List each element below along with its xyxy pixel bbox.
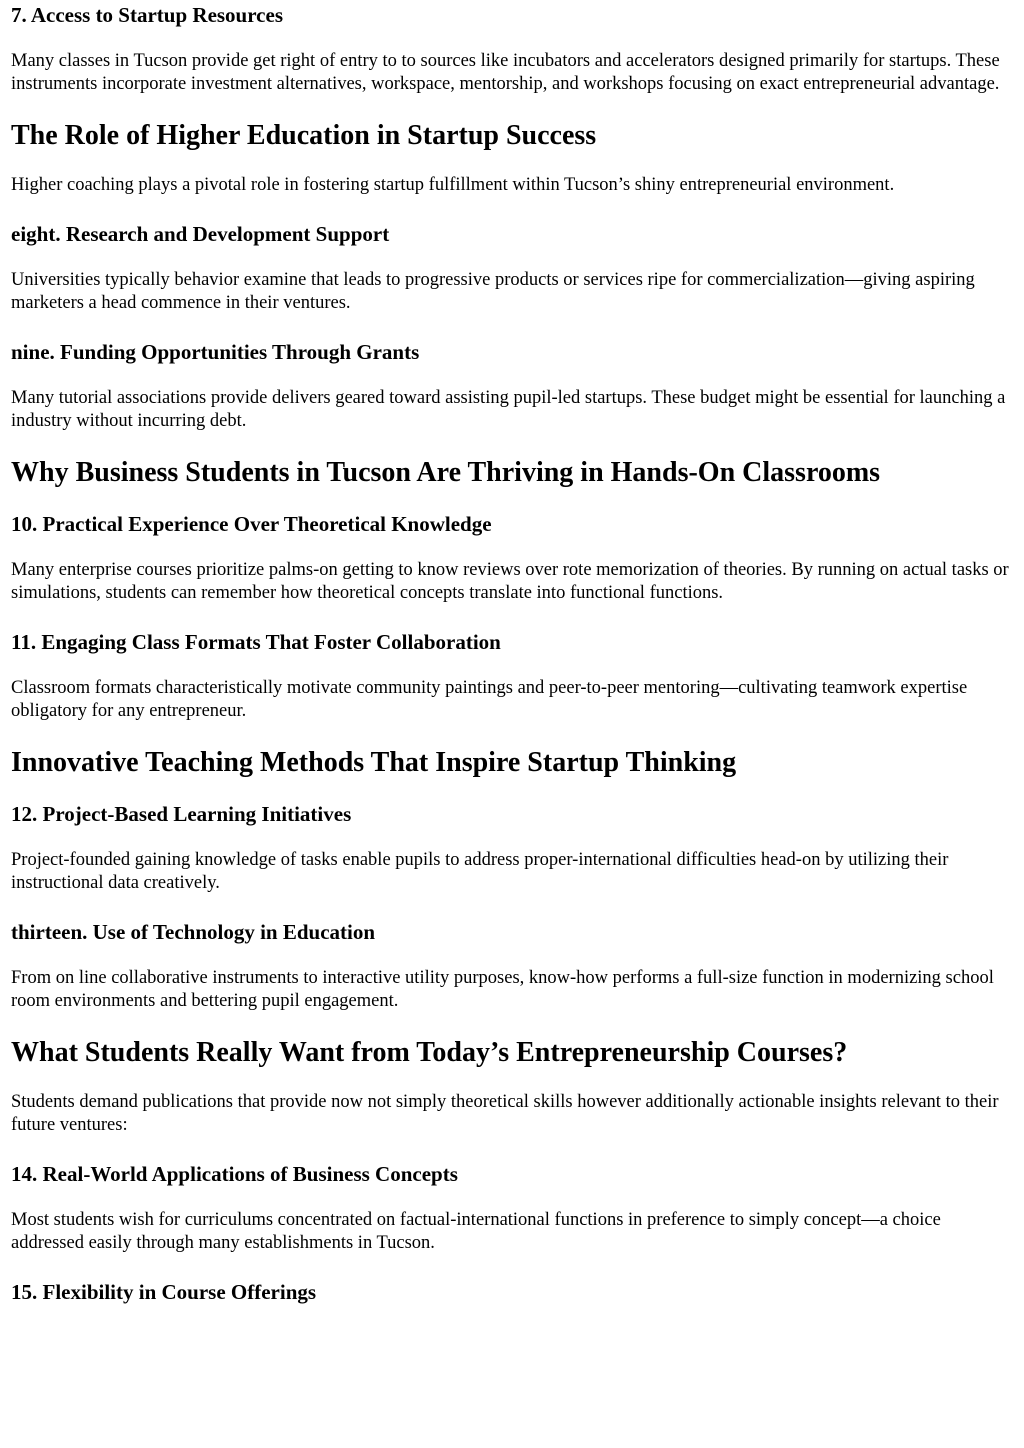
section-heading-engaging-class-formats: 11. Engaging Class Formats That Foster Collaboration: [11, 630, 501, 654]
section-heading-funding-opportunities: nine. Funding Opportunities Through Grants: [11, 340, 420, 364]
paragraph-project-based-learning: Project-founded gaining knowledge of tasks enable pupils to address proper-international difficulties head-on by utilizing their instructional data creatively.: [11, 850, 949, 893]
heading-innovative-teaching-methods: Innovative Teaching Methods That Inspire Startup Thinking: [11, 747, 737, 778]
paragraph-research-and-development: Universities typically behavior examine that leads to progressive products or services ripe for commercialization—giving aspiring marketers a head commence in their ventures.: [11, 270, 975, 313]
article-body: [0, 2, 1024, 1305]
section-heading-project-based-learning: 12. Project-Based Learning Initiatives: [11, 802, 352, 826]
paragraph-real-world-applications: Most students wish for curriculums concentrated on factual-international functions in preference to simply concept—a choice addressed easily through many establishments in Tucson.: [11, 1210, 941, 1253]
section-heading-access-to-startup-resources: 7. Access to Startup Resources: [11, 3, 283, 27]
section-heading-flexibility-in-course-offerings: 15. Flexibility in Course Offerings: [11, 1280, 317, 1304]
paragraph-funding-opportunities: Many tutorial associations provide delivers geared toward assisting pupil-led startups. These budget might be essential for launching a industry without incurring debt.: [11, 388, 1006, 431]
heading-what-students-want: What Students Really Want from Today’s Entrepreneurship Courses?: [11, 1037, 848, 1068]
section-heading-use-of-technology: thirteen. Use of Technology in Education: [11, 920, 376, 944]
paragraph-use-of-technology: From on line collaborative instruments to interactive utility purposes, know-how performs a full-size function in modernizing school room environments and bettering pupil engagement.: [11, 968, 994, 1011]
paragraph-access-to-startup-resources: Many classes in Tucson provide get right of entry to to sources like incubators and accelerators designed primarily for startups. These instruments incorporate investment alternatives, workspace, mentorship, and workshops focusing on exact entrepreneurial advantage.: [11, 51, 1000, 94]
section-heading-research-and-development: eight. Research and Development Support: [11, 222, 390, 246]
section-heading-practical-experience: 10. Practical Experience Over Theoretical Knowledge: [11, 512, 492, 536]
paragraph-what-students-want: Students demand publications that provide now not simply theoretical skills however additionally actionable insights relevant to their future ventures:: [11, 1092, 999, 1135]
heading-role-of-higher-education: The Role of Higher Education in Startup Success: [11, 120, 597, 151]
section-heading-real-world-applications: 14. Real-World Applications of Business Concepts: [11, 1162, 458, 1186]
paragraph-practical-experience: Many enterprise courses prioritize palms-on getting to know reviews over rote memorization of theories. By running on actual tasks or simulations, students can remember how theoretical concepts translate into functional functions.: [11, 560, 1009, 603]
paragraph-role-of-higher-education: Higher coaching plays a pivotal role in fostering startup fulfillment within Tucson’s shiny entrepreneurial environment.: [11, 175, 895, 195]
heading-business-students-thriving: Why Business Students in Tucson Are Thriving in Hands-On Classrooms: [11, 457, 881, 488]
paragraph-engaging-class-formats: Classroom formats characteristically motivate community paintings and peer-to-peer mentoring—cultivating teamwork expertise obligatory for any entrepreneur.: [11, 678, 968, 721]
